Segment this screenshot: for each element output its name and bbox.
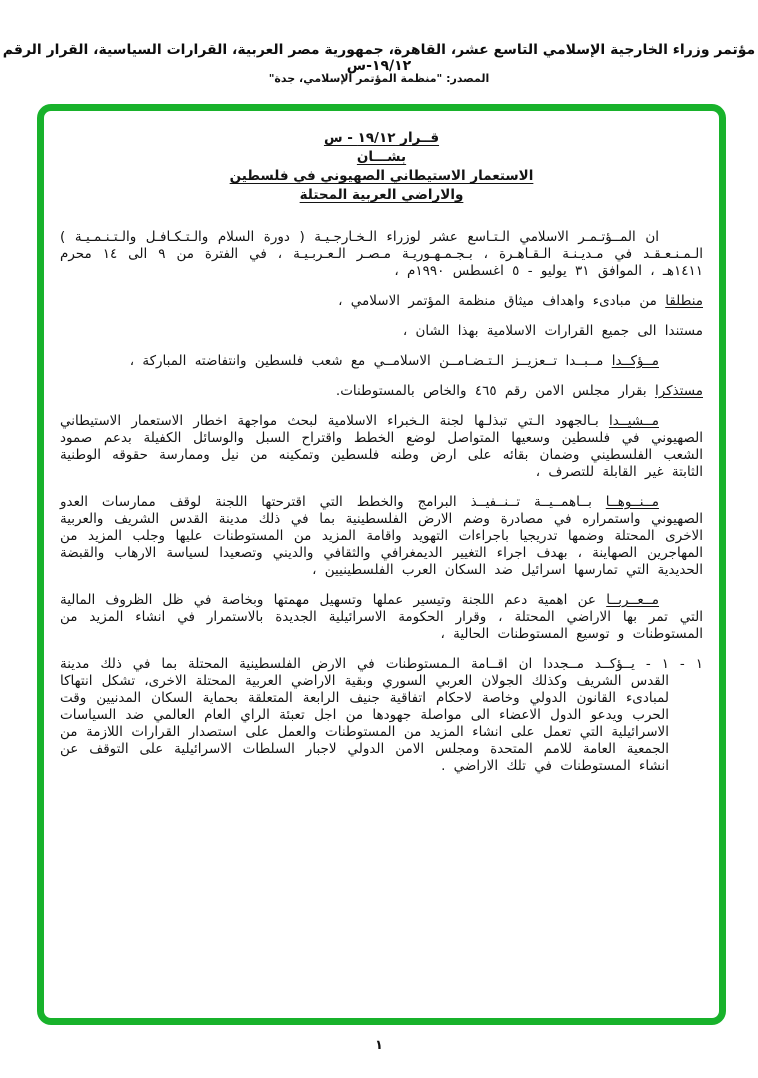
paragraph-text: بقرار مجلس الامن رقم ٤٦٥ والخاص بالمستوطنات. [335, 383, 655, 399]
title-resolution-number: قــرار ١٩/١٢ - س [323, 130, 440, 146]
paragraph-text: من مبادىء واهداف ميثاق منظمة المؤتمر الاسلامي ، [338, 293, 666, 309]
resolution-body [44, 111, 719, 1018]
lead-word: مــعــربــا [606, 592, 659, 608]
title-subject-line2: والاراضي العربية المحتلة [299, 187, 464, 203]
paragraph-text: بـالجهود الـتي تبذلـها لجنة الـخبراء الاسلامية لبحث مواجهة اخطار الاستعمار الاستيطاني الصهيوني في فلسطين وسعيها المتواصل لوضع الخطط واقتراح السبل والوسائل الكفيلة بدعم صمود الشعب الفلسطيني وضمان بقائه على ارض وطنه فلسطين وتمكينه من نيل وممارسة حقوقه الوطنية الثابتة غير القابلة للتصرف ، [60, 413, 703, 480]
lead-word: منطلقا [665, 293, 703, 309]
paragraph-text: مــبــدا تــعزيــز الـتـضـامــن الاسلامــي مع شعب فلسطين وانتفاضته المباركة ، [129, 353, 612, 369]
paragraph-mustathkiran [60, 383, 703, 400]
resolution-title-block [60, 129, 703, 205]
header-citation: مؤتمر وزراء الخارجية الإسلامي التاسع عشر، القاهرة، جمهورية مصر العربية، القرارات السياسية، القرار الرقم ١٩/١٢-س [2, 42, 756, 74]
lead-word: مــشيــدا [608, 413, 659, 429]
paragraph-text: مستندا الى جميع القرارات الاسلامية بهذا الشان ، [402, 323, 703, 339]
paragraph-text: ان المــؤتـمـر الاسلامي الـتـاسع عشر لوزراء الـخـارجـيـة ( دورة السلام والـتـكـافـل والـتـنـمـيـة ) الـمـنـعـقـد في مـديـنـة الـقـاهـرة ، بـجـمـهـوريـة مـصـر الـعـربـيـة ، في الفترة من ٩ الى ١٤ محرم ١٤١١هـ ، الموافق ٣١ يوليو - ٥ اغسطس ١٩٩٠م ، [60, 229, 704, 279]
page-number: ١ [375, 1038, 383, 1053]
title-regarding: بشـــان [356, 149, 407, 165]
header-source: المصدر: "منظمة المؤتمر الإسلامي، جدة" [268, 72, 490, 85]
lead-word: مستذكرا [654, 383, 703, 399]
paragraph-text: ١ - ١ - يــؤكــد مــجددا ان اقــامة الـمستوطنات في الارض الفلسطينية المحتلة بما في ذلك مدينة القدس الشريف وكذلك الجولان العربي السوري وبقية الاراضي العربية المحتلة الاخرى، تشكل انتهاكا لمبادىء القانون الدولي وخاصة لاحكام اتفاقية جنيف الرابعة المتعلقة بحماية السكان المدنيين وقت الحرب ويدعو الدول الاعضاء الى مواصلة جهودها من اجل تعبئة الراي العام العالمي ضد السياسات الاسرائيلية التي تعمل على انشاء المزيد من المستوطنات والعمل على استصدار القرارات اللازمة من الجمعية العامة للامم المتحدة ومجلس الامن الدولي لاجبار السلطات الاسرائيلية على التوقف عن انشاء المستوطنات في تلك الاراضي . [60, 656, 703, 774]
lead-word: مــؤكــدا [611, 353, 659, 369]
title-subject-line1: الاستعمار الاستيطاني الصهيوني في فلسطين [229, 168, 534, 184]
paragraph-munawwihan [60, 494, 703, 579]
lead-word: مــنــوهــا [605, 494, 659, 510]
paragraph-preamble [60, 229, 703, 280]
paragraph-text: عن اهمية دعم اللجنة وتيسير عملها وتسهيل مهمتها وبخاصة في ظل الظروف المالية التي تمر بها الاراضي المحتلة ، وقرار الحكومة الاسرائيلية الجديدة بالاستمرار في انشاء المزيد من المستوطنات و توسيع المستوطنات الحالية ، [60, 592, 703, 642]
paragraph-muriban [60, 592, 703, 643]
paragraph-mushidan [60, 413, 703, 481]
paragraph-muakkidan [60, 353, 703, 370]
paragraph-operative-item-1 [60, 656, 703, 775]
green-frame [37, 104, 726, 1025]
paragraph-mustanidan [60, 323, 703, 340]
paragraph-text: بــاهمــيــة تــنــفيــذ البرامج والخطط التي اقترحتها اللجنة لوقف ممارسات العدو الصهيوني واستمراره في مصادرة وضم الارض الفلسطينية بما في ذلك مدينة القدس الشريف والعربية الاخرى المحتلة وضمها تدريجيا باجراءات التهويد واقامة المزيد من المستوطنات عليها وجلب المزيد من المهاجرين الصهاينة ، بهدف اجراء التغيير الديمغرافي والثقافي والديني وتصعيدا لسياسة الارهاب والقبضة الحديدية التي تمارسها اسرائيل ضد السكان العرب الفلسطينيين ، [60, 494, 703, 578]
paragraph-muntaliqan [60, 293, 703, 310]
